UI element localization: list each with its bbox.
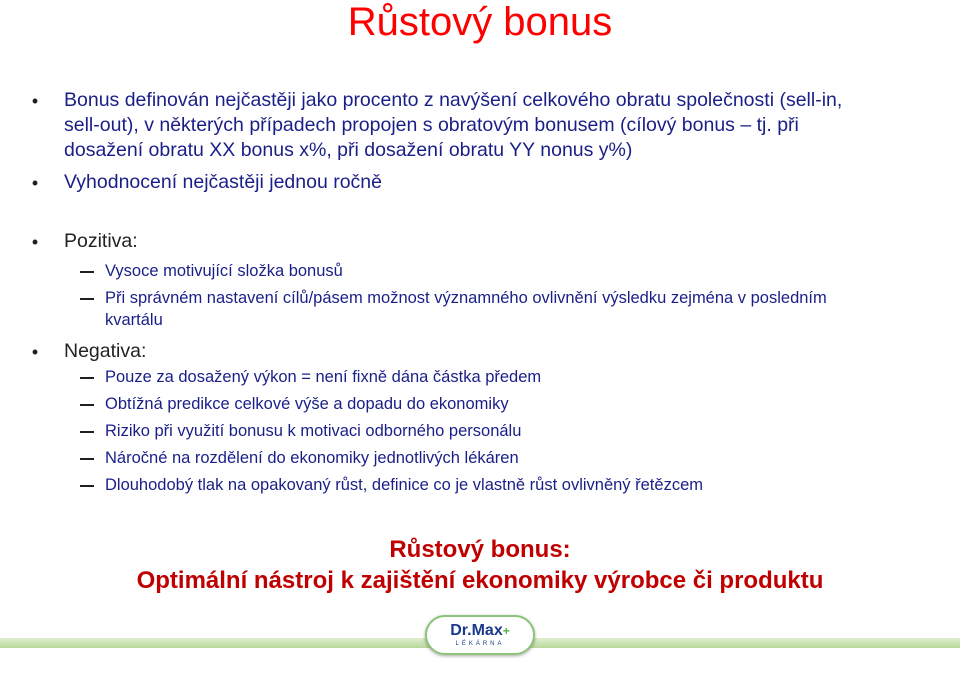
bullet-definition-line-1: Bonus definován nejčastěji jako procento z navýšení celkového obratu společnosti (sell-in, [64, 89, 843, 111]
bullet-marker: • [31, 173, 39, 193]
footer-band-left [0, 638, 435, 648]
summary-statement: Optimální nástroj k zajištění ekonomiky výrobce či produktu [136, 567, 824, 594]
positive-item-1: Vysoce motivující složka bonusů [105, 262, 343, 280]
negative-item-1: Pouze za dosažený výkon = není fixně dána částka předem [105, 368, 542, 386]
footer [0, 614, 960, 673]
logo-plus-icon: + [502, 624, 510, 638]
bullet-evaluation: Vyhodnocení nejčastěji jednou ročně [64, 171, 382, 193]
logo-subtitle: LÉKÁRNA [455, 641, 505, 647]
negatives-heading: Negativa: [64, 340, 147, 362]
bullet-definition-line-2: sell-out), v některých případech propojen s obratovým bonusem (cílový bonus – tj. při [64, 114, 799, 136]
bullet-definition-line-3: dosažení obratu XX bonus x%, při dosažení obratu YY nonus y%) [64, 139, 633, 161]
negative-item-4: Náročné na rozdělení do ekonomiky jednotlivých lékáren [105, 449, 519, 467]
bullet-marker: • [31, 342, 39, 362]
logo-name: Dr.Max+ [450, 622, 510, 639]
bullet-marker: • [31, 232, 39, 252]
positive-item-2-line-1: Při správném nastavení cílů/pásem možnost významného ovlivnění výsledku zejména v posledním [105, 289, 827, 307]
summary-heading: Růstový bonus: [389, 536, 571, 563]
positives-heading: Pozitiva: [64, 230, 138, 252]
positive-item-2-line-2: kvartálu [105, 311, 163, 329]
dash-marker [80, 271, 94, 273]
dash-marker [80, 485, 94, 487]
dash-marker [80, 458, 94, 460]
dash-marker [80, 377, 94, 379]
dash-marker [80, 298, 94, 300]
bullet-marker: • [31, 91, 39, 111]
dash-marker [80, 404, 94, 406]
dash-marker [80, 431, 94, 433]
footer-band-right [525, 638, 960, 648]
negative-item-2: Obtížná predikce celkové výše a dopadu do ekonomiky [105, 395, 509, 413]
dr-max-logo [425, 615, 535, 655]
negative-item-5: Dlouhodobý tlak na opakovaný růst, definice co je vlastně růst ovlivněný řetězcem [105, 476, 703, 494]
page-title: Růstový bonus [347, 0, 613, 44]
negative-item-3: Riziko při využití bonusu k motivaci odborného personálu [105, 422, 522, 440]
